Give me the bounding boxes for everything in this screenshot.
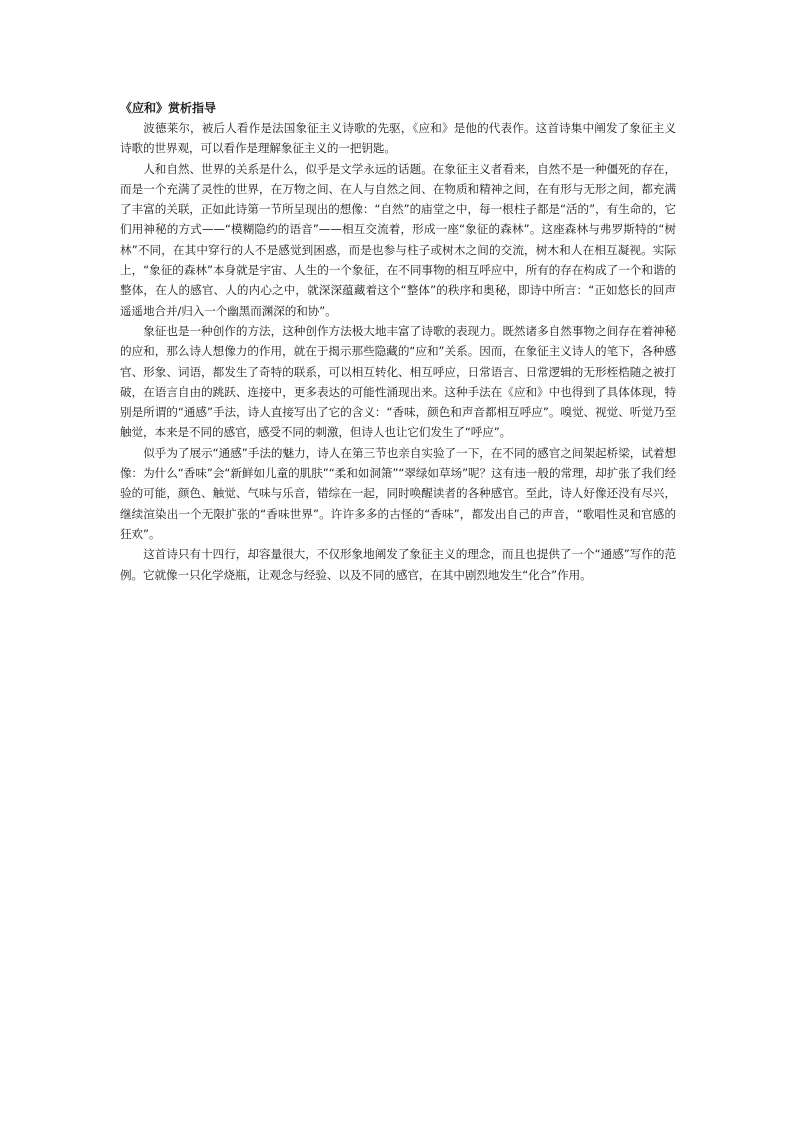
document-title: 《应和》赏析指导 [120, 101, 217, 115]
paragraph-1: 波德莱尔，被后人看作是法国象征主义诗歌的先驱，《应和》是他的代表作。这首诗集中阐发了象征主义诗歌的世界观，可以看作是理解象征主义的一把钥匙。 [120, 121, 676, 156]
paragraph-5: 这首诗只有十四行，却容量很大，不仅形象地阐发了象征主义的理念，而且也提供了一个“通感”写作的范例。它就像一只化学烧瓶，让观念与经验、以及不同的感官，在其中剧烈地发生“化合”作用。 [120, 547, 676, 582]
document-page [120, 99, 676, 585]
paragraph-3: 象征也是一种创作的方法，这种创作方法极大地丰富了诗歌的表现力。既然诸多自然事物之间存在着神秘的应和，那么诗人想像力的作用，就在于揭示那些隐藏的“应和”关系。因而，在象征主义诗人的笔下，各种感官、形象、词语，都发生了奇特的联系，可以相互转化、相互呼应，日常语言、日常逻辑的无形桎梏随之被打破，在语言自由的跳跃、连接中，更多表达的可能性涌现出来。这种手法在《应和》中也得到了具体体现，特别是所谓的“通感”手法，诗人直接写出了它的含义：“香味，颜色和声音都相互呼应”。嗅觉、视觉、听觉乃至触觉，本来是不同的感官，感受不同的刺激，但诗人也让它们发生了“呼应”。 [120, 323, 676, 440]
paragraph-2: 人和自然、世界的关系是什么，似乎是文学永远的话题。在象征主义者看来，自然不是一种僵死的存在，而是一个充满了灵性的世界，在万物之间、在人与自然之间、在物质和精神之间，在有形与无形之间，都充满了丰富的关联，正如此诗第一节所呈现出的想像：“自然”的庙堂之中，每一根柱子都是“活的”，有生命的，它们用神秘的方式——“模糊隐约的语音”——相互交流着，形成一座“象征的森林”。这座森林与弗罗斯特的“树林”不同，在其中穿行的人不是感觉到困惑，而是也参与柱子或树木之间的交流，树木和人在相互凝视。实际上，“象征的森林”本身就是宇宙、人生的一个象征，在不同事物的相互呼应中，所有的存在构成了一个和谐的整体，在人的感官、人的内心之中，就深深蕴藏着这个“整体”的秩序和奥秘，即诗中所言：“正如悠长的回声遥遥地合并/归入一个幽黑而渊深的和协”。 [120, 161, 676, 318]
paragraph-4: 似乎为了展示“通感”手法的魅力，诗人在第三节也亲自实验了一下，在不同的感官之间架起桥梁，试着想像：为什么“香味”会“新鲜如儿童的肌肤”“柔和如洞箫”“翠绿如草场”呢？这有违一般的常理，却扩张了我们经验的可能，颜色、触觉、气味与乐音，错综在一起，同时唤醒读者的各种感官。至此，诗人好像还没有尽兴，继续渲染出一个无限扩张的“香味世界”。许许多多的古怪的“香味”，都发出自己的声音，“歌唱性灵和官感的狂欢”。 [120, 445, 676, 541]
